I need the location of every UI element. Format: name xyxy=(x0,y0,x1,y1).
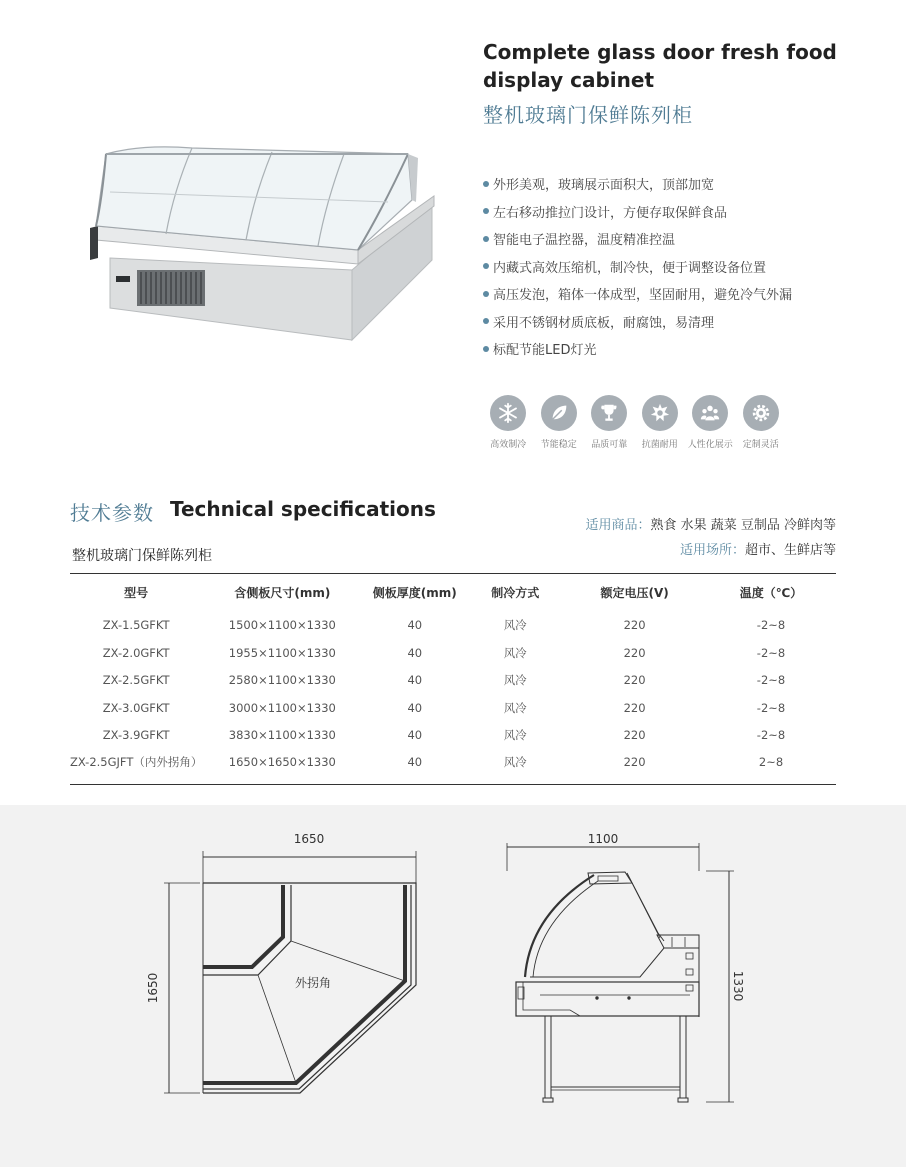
place-value: 超市、生鲜店等 xyxy=(744,543,836,558)
table-cell: 40 xyxy=(407,728,423,743)
table-row xyxy=(70,639,836,667)
bullet-icon xyxy=(483,318,489,324)
table-cell: ZX-1.5GFKT xyxy=(102,618,170,633)
spec-title-cn: 技术参数 xyxy=(70,501,154,525)
column-header: 含侧板尺寸(mm) xyxy=(234,586,331,601)
side-view-drawing xyxy=(507,843,734,1102)
plan-depth-label: 1650 xyxy=(146,972,160,1004)
table-cell: 2~8 xyxy=(758,755,784,770)
table-row xyxy=(70,694,836,722)
column-header: 型号 xyxy=(124,586,149,601)
icon-item xyxy=(534,395,585,450)
table-cell: 220 xyxy=(623,645,646,660)
icon-item xyxy=(736,395,787,450)
icon-item xyxy=(635,395,686,450)
bullet-icon xyxy=(483,291,489,297)
table-row xyxy=(70,749,836,784)
table-cell: 风冷 xyxy=(503,645,527,660)
icon-item xyxy=(685,395,736,450)
feature-item: 高压发泡，箱体一体成型，坚固耐用，避免冷气外漏 xyxy=(483,285,792,313)
product-title-cn: 整机玻璃门保鲜陈列柜 xyxy=(483,103,693,127)
table-cell: 220 xyxy=(623,755,646,770)
table-cell: 1955×1100×1330 xyxy=(228,645,336,660)
feature-icons xyxy=(483,395,786,450)
goods-value: 熟食 水果 蔬菜 豆制品 冷鲜肉等 xyxy=(650,518,836,533)
applicable-goods xyxy=(585,514,836,533)
vent-grille xyxy=(137,270,205,306)
table-cell: 220 xyxy=(623,700,646,715)
table-cell: 40 xyxy=(407,645,423,660)
icon-label: 抗菌耐用 xyxy=(641,440,678,450)
icon-label: 定制灵活 xyxy=(742,440,779,450)
table-cell: 2580×1100×1330 xyxy=(228,673,336,688)
snowflake-icon xyxy=(490,395,526,431)
table-cell: 风冷 xyxy=(503,700,527,715)
table-cell: 220 xyxy=(623,673,646,688)
column-header: 制冷方式 xyxy=(491,586,540,601)
feature-item: 智能电子温控器，温度精准控温 xyxy=(483,230,792,258)
plan-width-label: 1650 xyxy=(293,832,325,846)
bullet-icon xyxy=(483,346,489,352)
table-cell: 40 xyxy=(407,673,423,688)
table-cell: 风冷 xyxy=(503,728,527,743)
side-height-label: 1330 xyxy=(731,970,745,1002)
icon-label: 品质可靠 xyxy=(591,440,628,450)
table-cell: 220 xyxy=(623,618,646,633)
table-cell: -2~8 xyxy=(756,700,786,715)
table-cell: 40 xyxy=(407,700,423,715)
table-cell: ZX-3.0GFKT xyxy=(102,700,170,715)
feature-item: 采用不锈钢材质底板，耐腐蚀，易清理 xyxy=(483,313,792,341)
product-image xyxy=(82,140,442,350)
icon-label: 人性化展示 xyxy=(687,440,733,450)
icon-item xyxy=(584,395,635,450)
table-cell: 风冷 xyxy=(503,755,527,770)
icon-item xyxy=(483,395,534,450)
gear-icon xyxy=(743,395,779,431)
side-width-label: 1100 xyxy=(587,832,619,846)
table-cell: ZX-3.9GFKT xyxy=(102,728,170,743)
leaf-icon xyxy=(541,395,577,431)
feature-item: 标配节能LED灯光 xyxy=(483,340,792,368)
place-label: 适用场所： xyxy=(679,543,745,558)
table-cell: 40 xyxy=(407,755,423,770)
column-header: 额定电压(V) xyxy=(600,586,669,601)
icon-label: 节能稳定 xyxy=(540,440,577,450)
table-cell: ZX-2.0GFKT xyxy=(102,645,170,660)
table-cell: 风冷 xyxy=(503,673,527,688)
product-title-en: Complete glass door fresh food display cabinet xyxy=(483,40,837,92)
plan-view-drawing xyxy=(164,851,416,1093)
people-icon xyxy=(692,395,728,431)
table-cell: 3000×1100×1330 xyxy=(228,700,336,715)
table-cell: 1650×1650×1330 xyxy=(228,755,336,770)
table-cell: ZX-2.5GJFT（内外拐角） xyxy=(70,755,203,770)
spec-table xyxy=(70,573,836,785)
bullet-icon xyxy=(483,236,489,242)
table-cell: 风冷 xyxy=(503,618,527,633)
shield-icon xyxy=(642,395,678,431)
spec-subtitle: 整机玻璃门保鲜陈列柜 xyxy=(72,548,212,564)
feature-item: 左右移动推拉门设计，方便存取保鲜食品 xyxy=(483,203,792,231)
column-header: 侧板厚度(mm) xyxy=(372,586,457,601)
table-cell: 1500×1100×1330 xyxy=(228,618,336,633)
bullet-icon xyxy=(483,208,489,214)
table-cell: ZX-2.5GFKT xyxy=(102,673,170,688)
table-cell: -2~8 xyxy=(756,673,786,688)
feature-item: 内藏式高效压缩机，制冷快，便于调整设备位置 xyxy=(483,258,792,286)
table-row xyxy=(70,722,836,750)
table-cell: 40 xyxy=(407,618,423,633)
table-row xyxy=(70,667,836,695)
bullet-icon xyxy=(483,263,489,269)
icon-label: 高效制冷 xyxy=(490,440,527,450)
technical-drawings xyxy=(0,805,906,1167)
table-cell: 3830×1100×1330 xyxy=(228,728,336,743)
feature-list xyxy=(483,175,792,368)
goods-label: 适用商品： xyxy=(585,518,651,533)
plan-corner-label: 外拐角 xyxy=(294,976,332,990)
spec-title-en: Technical specifications xyxy=(170,497,436,521)
table-row xyxy=(70,612,836,640)
trophy-icon xyxy=(591,395,627,431)
table-cell: -2~8 xyxy=(756,645,786,660)
column-header: 温度（℃） xyxy=(739,586,803,601)
table-header-row xyxy=(70,574,836,612)
applicable-places xyxy=(680,539,836,558)
table-cell: -2~8 xyxy=(756,728,786,743)
table-cell: 220 xyxy=(623,728,646,743)
bullet-icon xyxy=(483,181,489,187)
table-cell: -2~8 xyxy=(756,618,786,633)
feature-item: 外形美观，玻璃展示面积大，顶部加宽 xyxy=(483,175,792,203)
